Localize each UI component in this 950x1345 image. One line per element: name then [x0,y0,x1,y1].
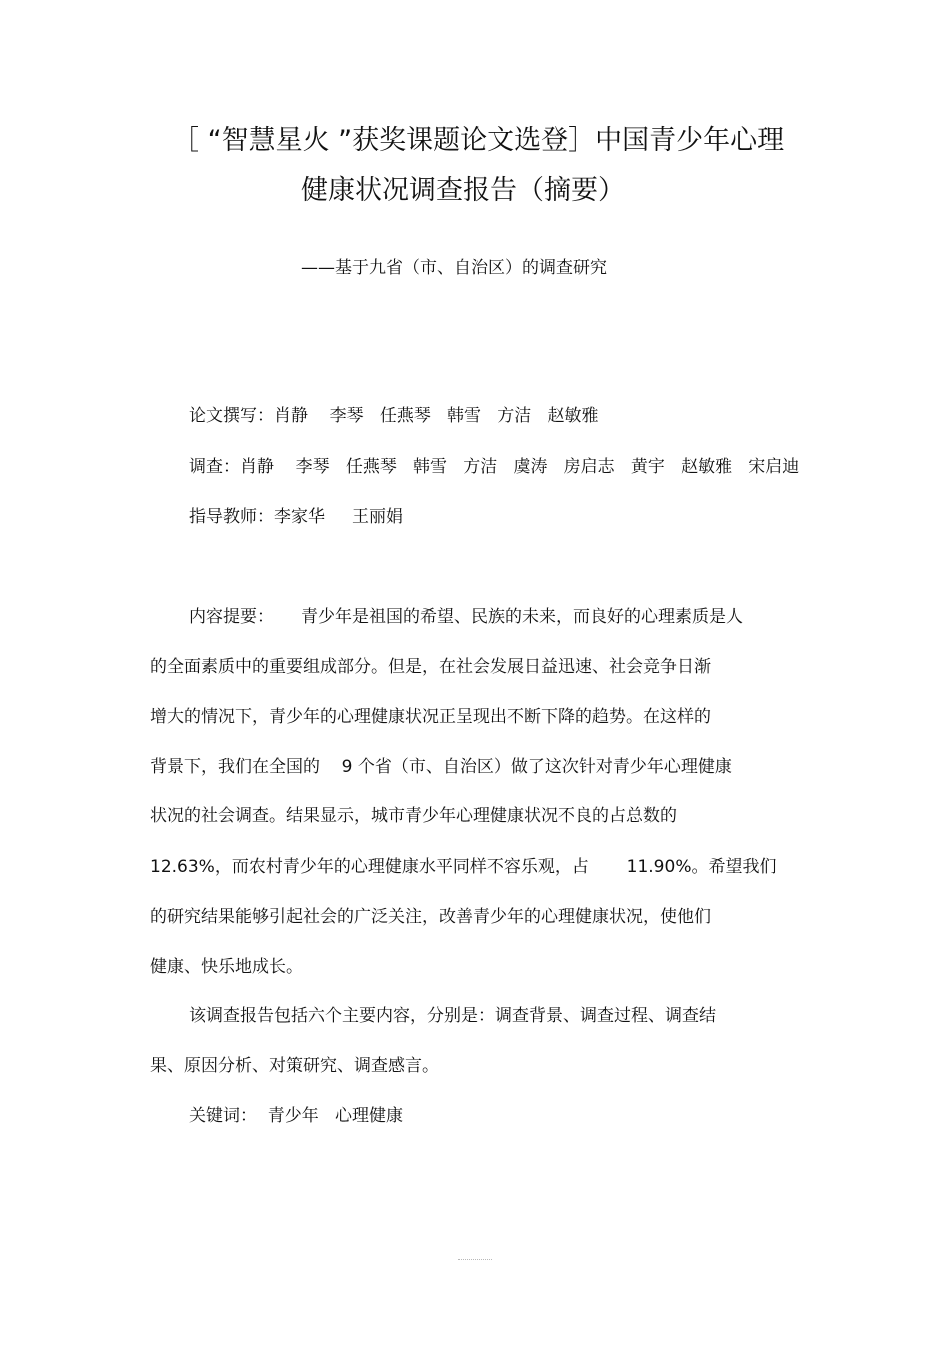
authors-writers: 论文撰写：肖静 李琴 任燕琴 韩雪 方洁 赵敏雅 [189,406,599,426]
abstract-line: 背景下，我们在全国的 9 个省（市、自治区）做了这次针对青少年心理健康 [150,757,732,777]
abstract-line: 12.63%，而农村青少年的心理健康水平同样不容乐观，占 11.90%。希望我们 [150,857,777,877]
document-title-line-2: 健康状况调查报告（摘要） [301,175,625,206]
authors-investigators: 调查：肖静 李琴 任燕琴 韩雪 方洁 虞涛 房启志 黄宇 赵敏雅 宋启迪 [189,457,800,477]
contents-line: 该调查报告包括六个主要内容，分别是：调查背景、调查过程、调查结 [189,1006,716,1026]
abstract-line: 增大的情况下，青少年的心理健康状况正呈现出不断下降的趋势。在这样的 [150,707,711,727]
contents-line: 果、原因分析、对策研究、调查感言。 [150,1056,439,1076]
document-subtitle: ——基于九省（市、自治区）的调查研究 [301,258,607,278]
abstract-line: 健康、快乐地成长。 [150,957,303,977]
abstract-line: 的研究结果能够引起社会的广泛关注，改善青少年的心理健康状况，使他们 [150,907,711,927]
page-footer-mark [458,1259,492,1262]
abstract-line: 的全面素质中的重要组成部分。但是，在社会发展日益迅速、社会竞争日渐 [150,657,711,677]
keywords: 关键词： 青少年 心理健康 [189,1106,404,1126]
abstract-line: 内容提要： 青少年是祖国的希望、民族的未来，而良好的心理素质是人 [189,607,744,627]
abstract-line: 状况的社会调查。结果显示，城市青少年心理健康状况不良的占总数的 [150,806,677,826]
authors-advisors: 指导教师：李家华 王丽娟 [189,507,404,527]
document-title-line-1: ［ “智慧星火 ”获奖课题论文选登］中国青少年心理 [172,125,785,156]
